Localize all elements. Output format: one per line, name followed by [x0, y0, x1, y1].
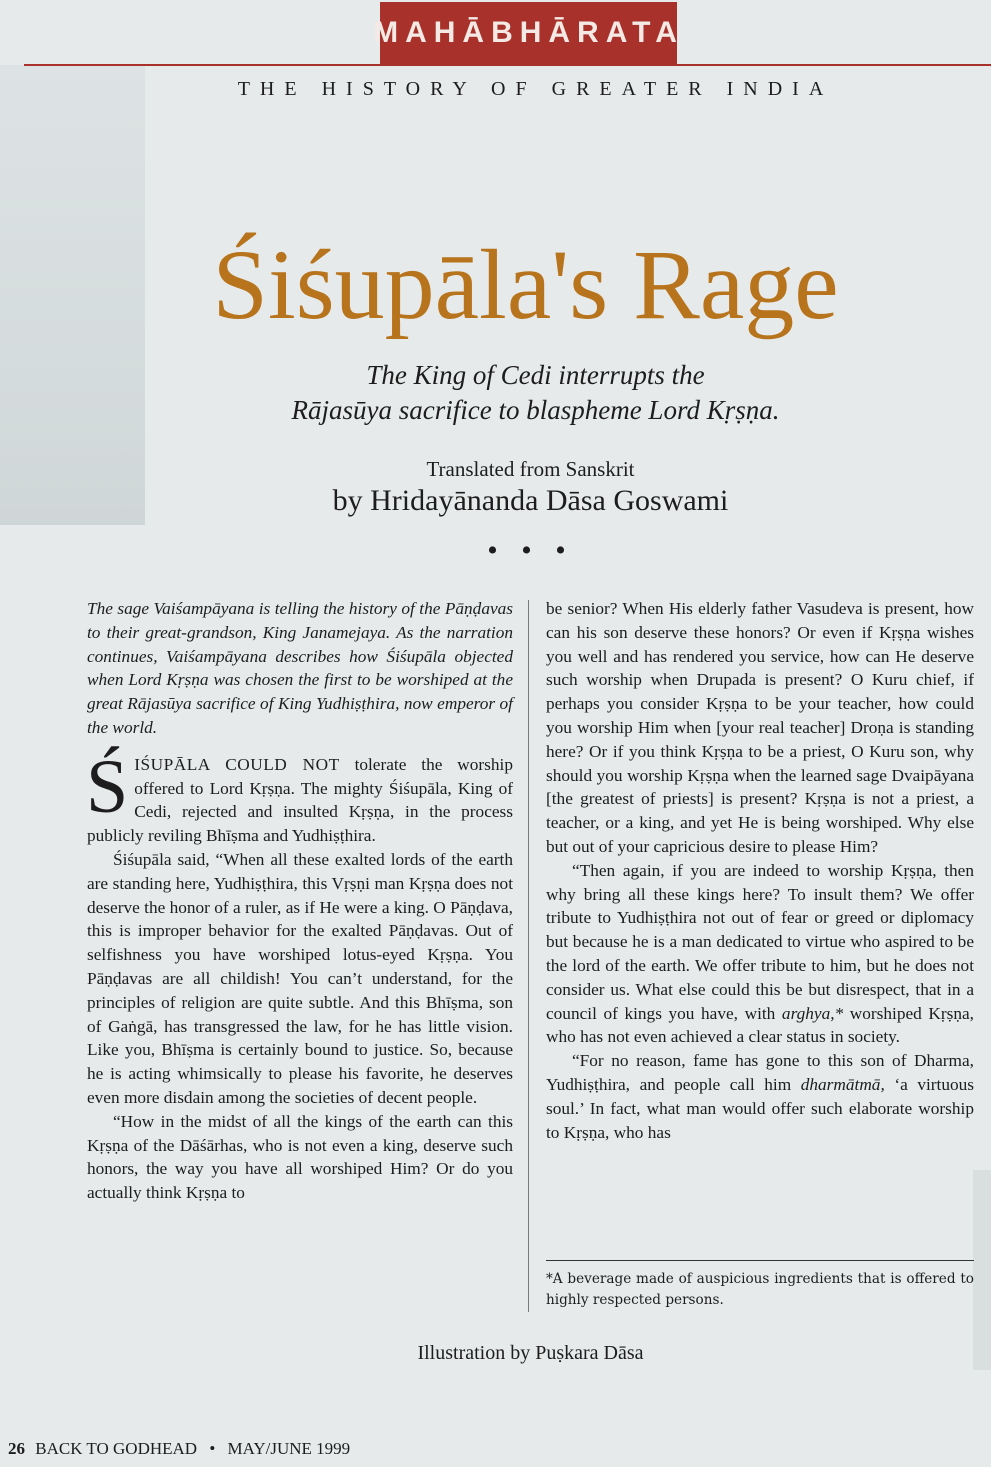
body-paragraph	[546, 859, 974, 1049]
subtitle-line-2: Rājasūya sacrifice to blaspheme Lord Kṛṣṇa.	[291, 395, 780, 425]
paragraph-text: ‘a virtuous soul.’ In fact, what man would offer such elaborate worship to Kṛṣṇa, who has	[546, 1074, 974, 1142]
magazine-name: BACK TO GODHEAD	[35, 1439, 198, 1458]
footer-separator: •	[209, 1439, 216, 1458]
byline: by Hridayānanda Dāsa Goswami	[332, 484, 729, 517]
page-number: 26	[8, 1439, 25, 1458]
lead-text: tolerate the worship offered to Lord Kṛṣṇa. The mighty Śiśupāla, King of Cedi, rejected and insulted Kṛṣṇa, in the process publicly reviling Bhīṣma and Yudhiṣṭhira.	[87, 754, 513, 846]
section-subtitle: THE HISTORY OF GREATER INDIA	[237, 78, 834, 100]
illustration-credit: Illustration by Puṣkara Dāsa	[417, 1342, 644, 1364]
right-column	[546, 597, 974, 1144]
translated-from: Translated from Sanskrit	[426, 457, 635, 481]
term-arghya: arghya,*	[781, 1003, 844, 1023]
issue-date: MAY/JUNE 1999	[227, 1439, 351, 1458]
paragraph-text: “Then again, if you are indeed to worship Kṛṣṇa, then why bring all these kings here? To insult them? We offer tribute to Yudhiṣṭhira not out of fear or greed or diplomacy but because he is a man dedicated to virtue who aspired to be the lord of the earth. We offer tribute to him, but he does not consider us. What else could this be but disrespect, that in a council of kings you have, with	[546, 860, 974, 1023]
body-paragraph	[546, 1049, 974, 1144]
drop-cap: Ś	[86, 744, 129, 829]
column-divider	[528, 600, 529, 1312]
left-column	[87, 597, 513, 1205]
footnote: *A beverage made of auspicious ingredients that is offered to highly respected persons.	[546, 1271, 974, 1308]
lead-caps: IŚUPĀLA COULD NOT	[134, 754, 340, 774]
article-subtitle	[0, 358, 991, 428]
article-title: Śiśupāla's Rage	[212, 229, 839, 340]
lead-paragraph	[86, 744, 513, 848]
page-footer	[8, 1439, 350, 1459]
header-rule	[24, 64, 991, 66]
section-tab	[373, 2, 684, 64]
term-dharmatma: dharmātmā,	[800, 1074, 885, 1094]
subtitle-line-1: The King of Cedi interrupts the	[366, 360, 705, 390]
ornament-divider: • • •	[487, 534, 574, 567]
adjacent-page-edge	[973, 1170, 991, 1370]
intro-paragraph: The sage Vaiśampāyana is telling the history of the Pāṇḍavas to their great-grandson, King Janamejaya. As the narration continues, Vaiśampāyana describes how Śiśupāla objected when Lord Kṛṣṇa was chosen the first to be worshiped at the great Rājasūya sacrifice of King Yudhiṣṭhira, now emperor of the world.	[87, 599, 513, 737]
body-paragraph: “How in the midst of all the kings of the earth can this Kṛṣṇa of the Dāśārhas, who is not even a king, deserve such honors, the way you have all worshiped Him? Or do you actually think Kṛṣṇa to	[87, 1111, 513, 1203]
section-tab-label: MAHĀBHĀRATA	[373, 16, 684, 49]
body-paragraph: be senior? When His elderly father Vasudeva is present, how can his son deserve these honors? Or even if Kṛṣṇa wishes you well and has rendered you service, how can He deserve such worship when Drupada is present? O Kuru chief, if perhaps you consider Kṛṣṇa to be your teacher, how could you worship Him when [your real teacher] Droṇa is standing here? Or if you think Kṛṣṇa to be a priest, O Kuru son, why should you worship Kṛṣṇa when the learned sage Dvaipāyana [the greatest of priests] is present? Kṛṣṇa is not a priest, a teacher, or a king, and yet He is being worshiped. Why else but out of your capricious desire to please Him?	[546, 599, 974, 856]
paragraph-text: worshiped Kṛṣṇa, who has not even achieved a clear status in society.	[546, 1003, 974, 1047]
footnote-rule	[546, 1260, 974, 1261]
paragraph-text: “For no reason, fame has gone to this son of Dharma, Yudhiṣṭhira, and people call him	[546, 1051, 974, 1094]
body-paragraph: Śiśupāla said, “When all these exalted lords of the earth are standing here, Yudhiṣṭhira, this Vṛṣṇi man Kṛṣṇa does not deserve the honor of a ruler, as if He were a king. O Pāṇḍava, this is improper behavior for the exalted Pāṇḍavas. Out of selfishness you have worshiped lotus-eyed Kṛṣṇa. You Pāṇḍavas are all childish! You can’t understand, for the principles of religion are quite subtle. And this Bhīṣma, son of Gaṅgā, has transgressed the law, for he has little vision. Like you, Bhīṣma is certainly bound to justice. So, because he is acting whimsically to please his favorite, he deserves even more disdain among the societies of decent people.	[87, 849, 513, 1107]
